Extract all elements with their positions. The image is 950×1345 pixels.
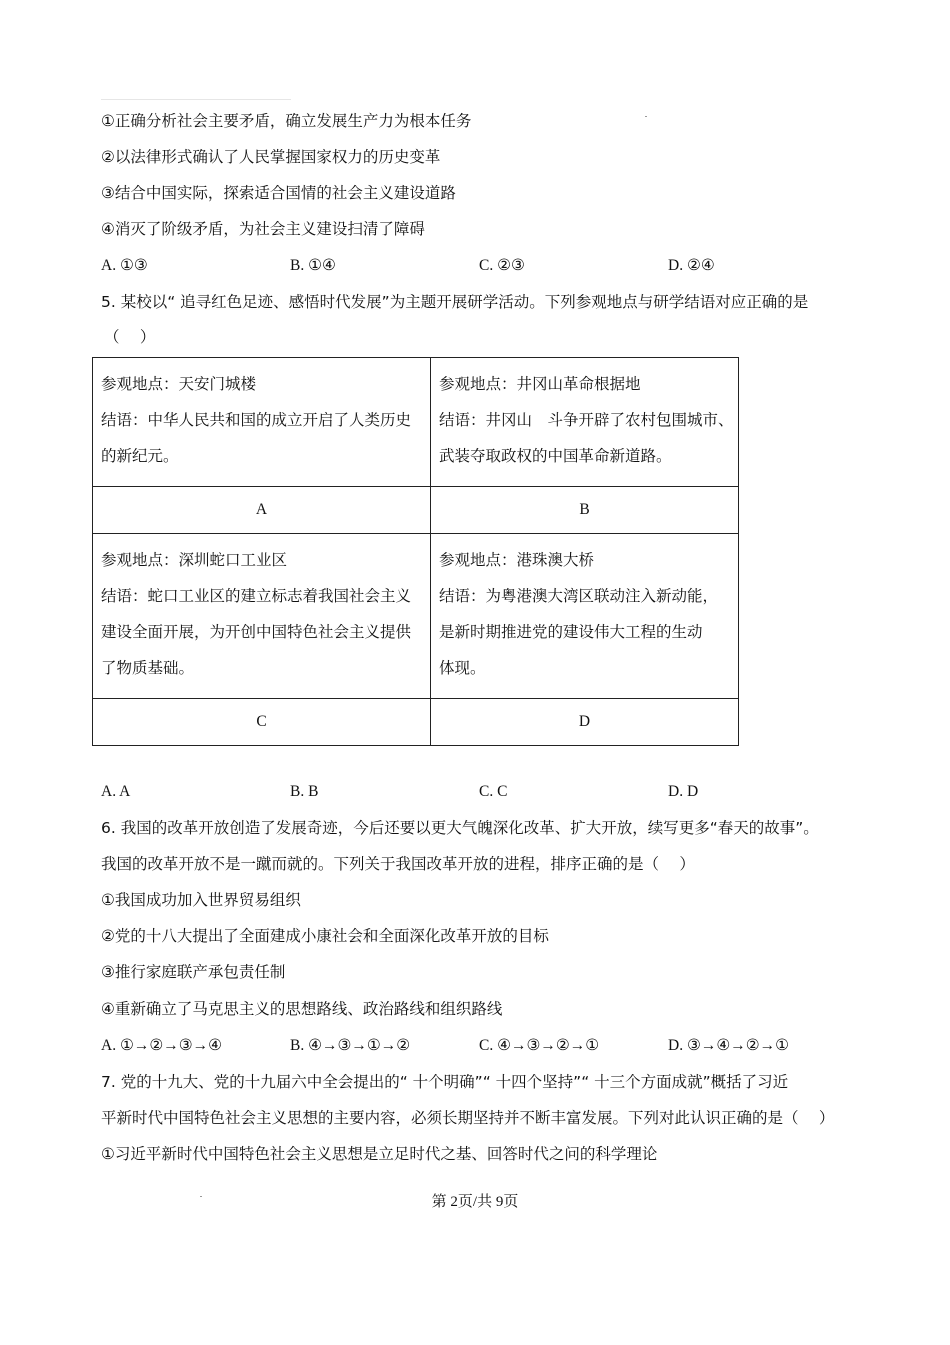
q6-stem-line1: 6. 我国的改革开放创造了发展奇迹，今后还要以更大气魄深化改革、扩大开放，续写更多“春天的故事”。: [101, 819, 819, 837]
cell-c-summary-2: 建设全面开展，为开创中国特色社会主义提供: [101, 623, 412, 641]
q7-item-1: ①习近平新时代中国特色社会主义思想是立足时代之基、回答时代之问的科学理论: [101, 1145, 658, 1163]
q5-option-b[interactable]: B. B: [290, 783, 319, 800]
cell-d-summary-2: 是新时期推进党的建设伟大工程的生动: [439, 623, 703, 641]
q6-option-b[interactable]: B. ④→③→①→②: [290, 1037, 411, 1054]
q5-stem-line1: 5. 某校以“ 追寻红色足迹、感悟时代发展”为主题开展研学活动。下列参观地点与研学结语对应正确的是: [101, 293, 809, 311]
q5-option-a[interactable]: A. A: [101, 783, 131, 800]
q6-item-4: ④重新确立了马克思主义的思想路线、政治路线和组织路线: [101, 1000, 503, 1018]
top-rule: [101, 99, 291, 100]
cell-c-summary-1: 结语：蛇口工业区的建立标志着我国社会主义: [101, 587, 412, 605]
q7-stem-line2: 平新时代中国特色社会主义思想的主要内容，必须长期坚持并不断丰富发展。下列对此认识正确的是（ ）: [101, 1109, 835, 1127]
cell-c-text: [93, 534, 431, 699]
q6-option-a[interactable]: A. ①→②→③→④: [101, 1037, 223, 1054]
q5-option-c[interactable]: C. C: [479, 783, 508, 800]
q6-stem-line2: 我国的改革开放不是一蹴而就的。下列关于我国改革开放的进程，排序正确的是（ ）: [101, 855, 695, 873]
q4-item-4: ④消灭了阶级矛盾，为社会主义建设扫清了障碍: [101, 220, 425, 238]
cell-c-summary-3: 了物质基础。: [101, 659, 195, 677]
scan-dot: [645, 116, 647, 117]
cell-c-label: C: [93, 699, 431, 746]
cell-d-place: 参观地点：港珠澳大桥: [439, 551, 595, 569]
q5-stem-line2: （ ）: [104, 328, 156, 346]
table-row: [93, 534, 739, 699]
cell-b-summary-1: 结语：井冈山 斗争开辟了农村包围城市、: [439, 411, 734, 429]
cell-b-summary-2: 武装夺取政权的中国革命新道路。: [439, 447, 672, 465]
cell-a-place: 参观地点：天安门城楼: [101, 375, 257, 393]
q4-option-b[interactable]: B. ①④: [290, 257, 336, 274]
cell-d-text: [431, 534, 739, 699]
cell-b-label: B: [431, 487, 739, 534]
q4-option-a[interactable]: A. ①③: [101, 257, 148, 274]
cell-d-summary-1: 结语：为粤港澳大湾区联动注入新动能，: [439, 587, 719, 605]
q4-option-d[interactable]: D. ②④: [668, 257, 715, 274]
q5-comparison-table: [92, 357, 739, 746]
q6-item-3: ③推行家庭联产承包责任制: [101, 963, 286, 981]
table-row: [93, 699, 739, 746]
page-footer: 第 2页/共 9页: [431, 1194, 519, 1210]
q4-item-2: ②以法律形式确认了人民掌握国家权力的历史变革: [101, 148, 441, 166]
q4-item-1: ①正确分析社会主要矛盾，确立发展生产力为根本任务: [101, 112, 472, 130]
q6-option-c[interactable]: C. ④→③→②→①: [479, 1037, 600, 1054]
cell-a-summary-2: 的新纪元。: [101, 447, 179, 465]
cell-a-summary-1: 结语：中华人民共和国的成立开启了人类历史: [101, 411, 412, 429]
table-row: [93, 487, 739, 534]
cell-d-summary-3: 体现。: [439, 659, 486, 677]
cell-a-text: [93, 358, 431, 487]
q6-item-2: ②党的十八大提出了全面建成小康社会和全面深化改革开放的目标: [101, 927, 549, 945]
q4-item-3: ③结合中国实际，探索适合国情的社会主义建设道路: [101, 184, 456, 202]
table-row: [93, 358, 739, 487]
q7-stem-line1: 7. 党的十九大、党的十九届六中全会提出的“ 十个明确”“ 十四个坚持”“ 十三个方面成就”概括了习近: [101, 1073, 789, 1091]
cell-b-text: [431, 358, 739, 487]
cell-d-label: D: [431, 699, 739, 746]
q5-option-d[interactable]: D. D: [668, 783, 699, 800]
cell-b-place: 参观地点：井冈山革命根据地: [439, 375, 641, 393]
q4-option-c[interactable]: C. ②③: [479, 257, 525, 274]
q6-option-d[interactable]: D. ③→④→②→①: [668, 1037, 790, 1054]
cell-c-place: 参观地点：深圳蛇口工业区: [101, 551, 288, 569]
q6-item-1: ①我国成功加入世界贸易组织: [101, 891, 301, 909]
cell-a-label: A: [93, 487, 431, 534]
